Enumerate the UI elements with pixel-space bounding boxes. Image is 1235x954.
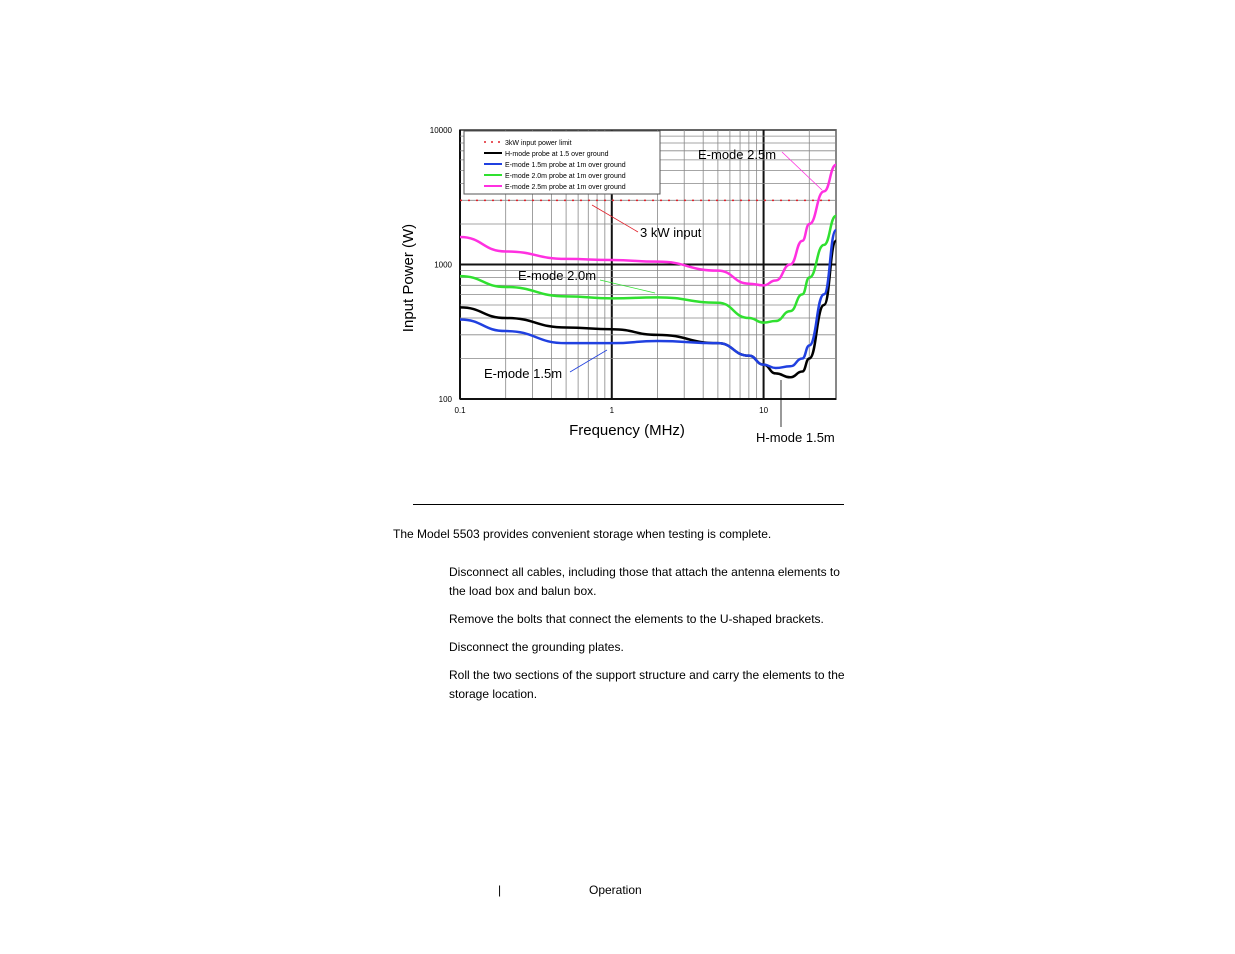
x-tick-label: 1 — [609, 406, 615, 415]
step-item: Disconnect the grounding plates. — [449, 640, 624, 654]
y-axis-label: Input Power (W) — [400, 223, 417, 333]
legend-entry-label: E-mode 2.5m probe at 1m over ground — [505, 184, 626, 191]
legend-entry-label: H-mode probe at 1.5 over ground — [505, 151, 609, 158]
footer-section-title: Operation — [589, 883, 642, 897]
y-tick-label: 10000 — [429, 126, 452, 135]
y-tick-label: 1000 — [434, 260, 452, 270]
y-tick-labels — [430, 126, 453, 404]
annotation-label: E-mode 2.5m — [698, 147, 777, 162]
legend-entry-label: E-mode 2.0m probe at 1m over ground — [505, 173, 626, 180]
annotation-label: E-mode 2.0m — [518, 268, 597, 283]
section-divider — [413, 504, 844, 505]
chart-legend — [464, 131, 660, 194]
intro-paragraph: The Model 5503 provides convenient storage when testing is complete. — [393, 527, 772, 541]
annotation-label: E-mode 1.5m — [484, 366, 563, 381]
footer-separator: | — [498, 883, 502, 897]
x-tick-label: 10 — [759, 406, 769, 415]
legend-entry-label: E-mode 1.5m probe at 1m over ground — [505, 162, 626, 169]
x-tick-label: 0.1 — [454, 406, 466, 415]
legend-entry-label: 3kW input power limit — [505, 140, 572, 147]
storage-steps — [449, 563, 849, 713]
x-axis-label: Frequency (MHz) — [569, 422, 685, 439]
step-item: Remove the bolts that connect the elements to the U-shaped brackets. — [449, 612, 824, 626]
step-item: Roll the two sections of the support structure and carry the elements to the storage location. — [449, 668, 845, 701]
annotation-label: 3 kW input — [640, 225, 702, 240]
annotation-label: H-mode 1.5m — [756, 430, 835, 445]
step-item: Disconnect all cables, including those that attach the antenna elements to the load box and balun box. — [449, 565, 840, 598]
x-tick-labels — [454, 406, 768, 415]
y-tick-label: 100 — [438, 395, 452, 404]
